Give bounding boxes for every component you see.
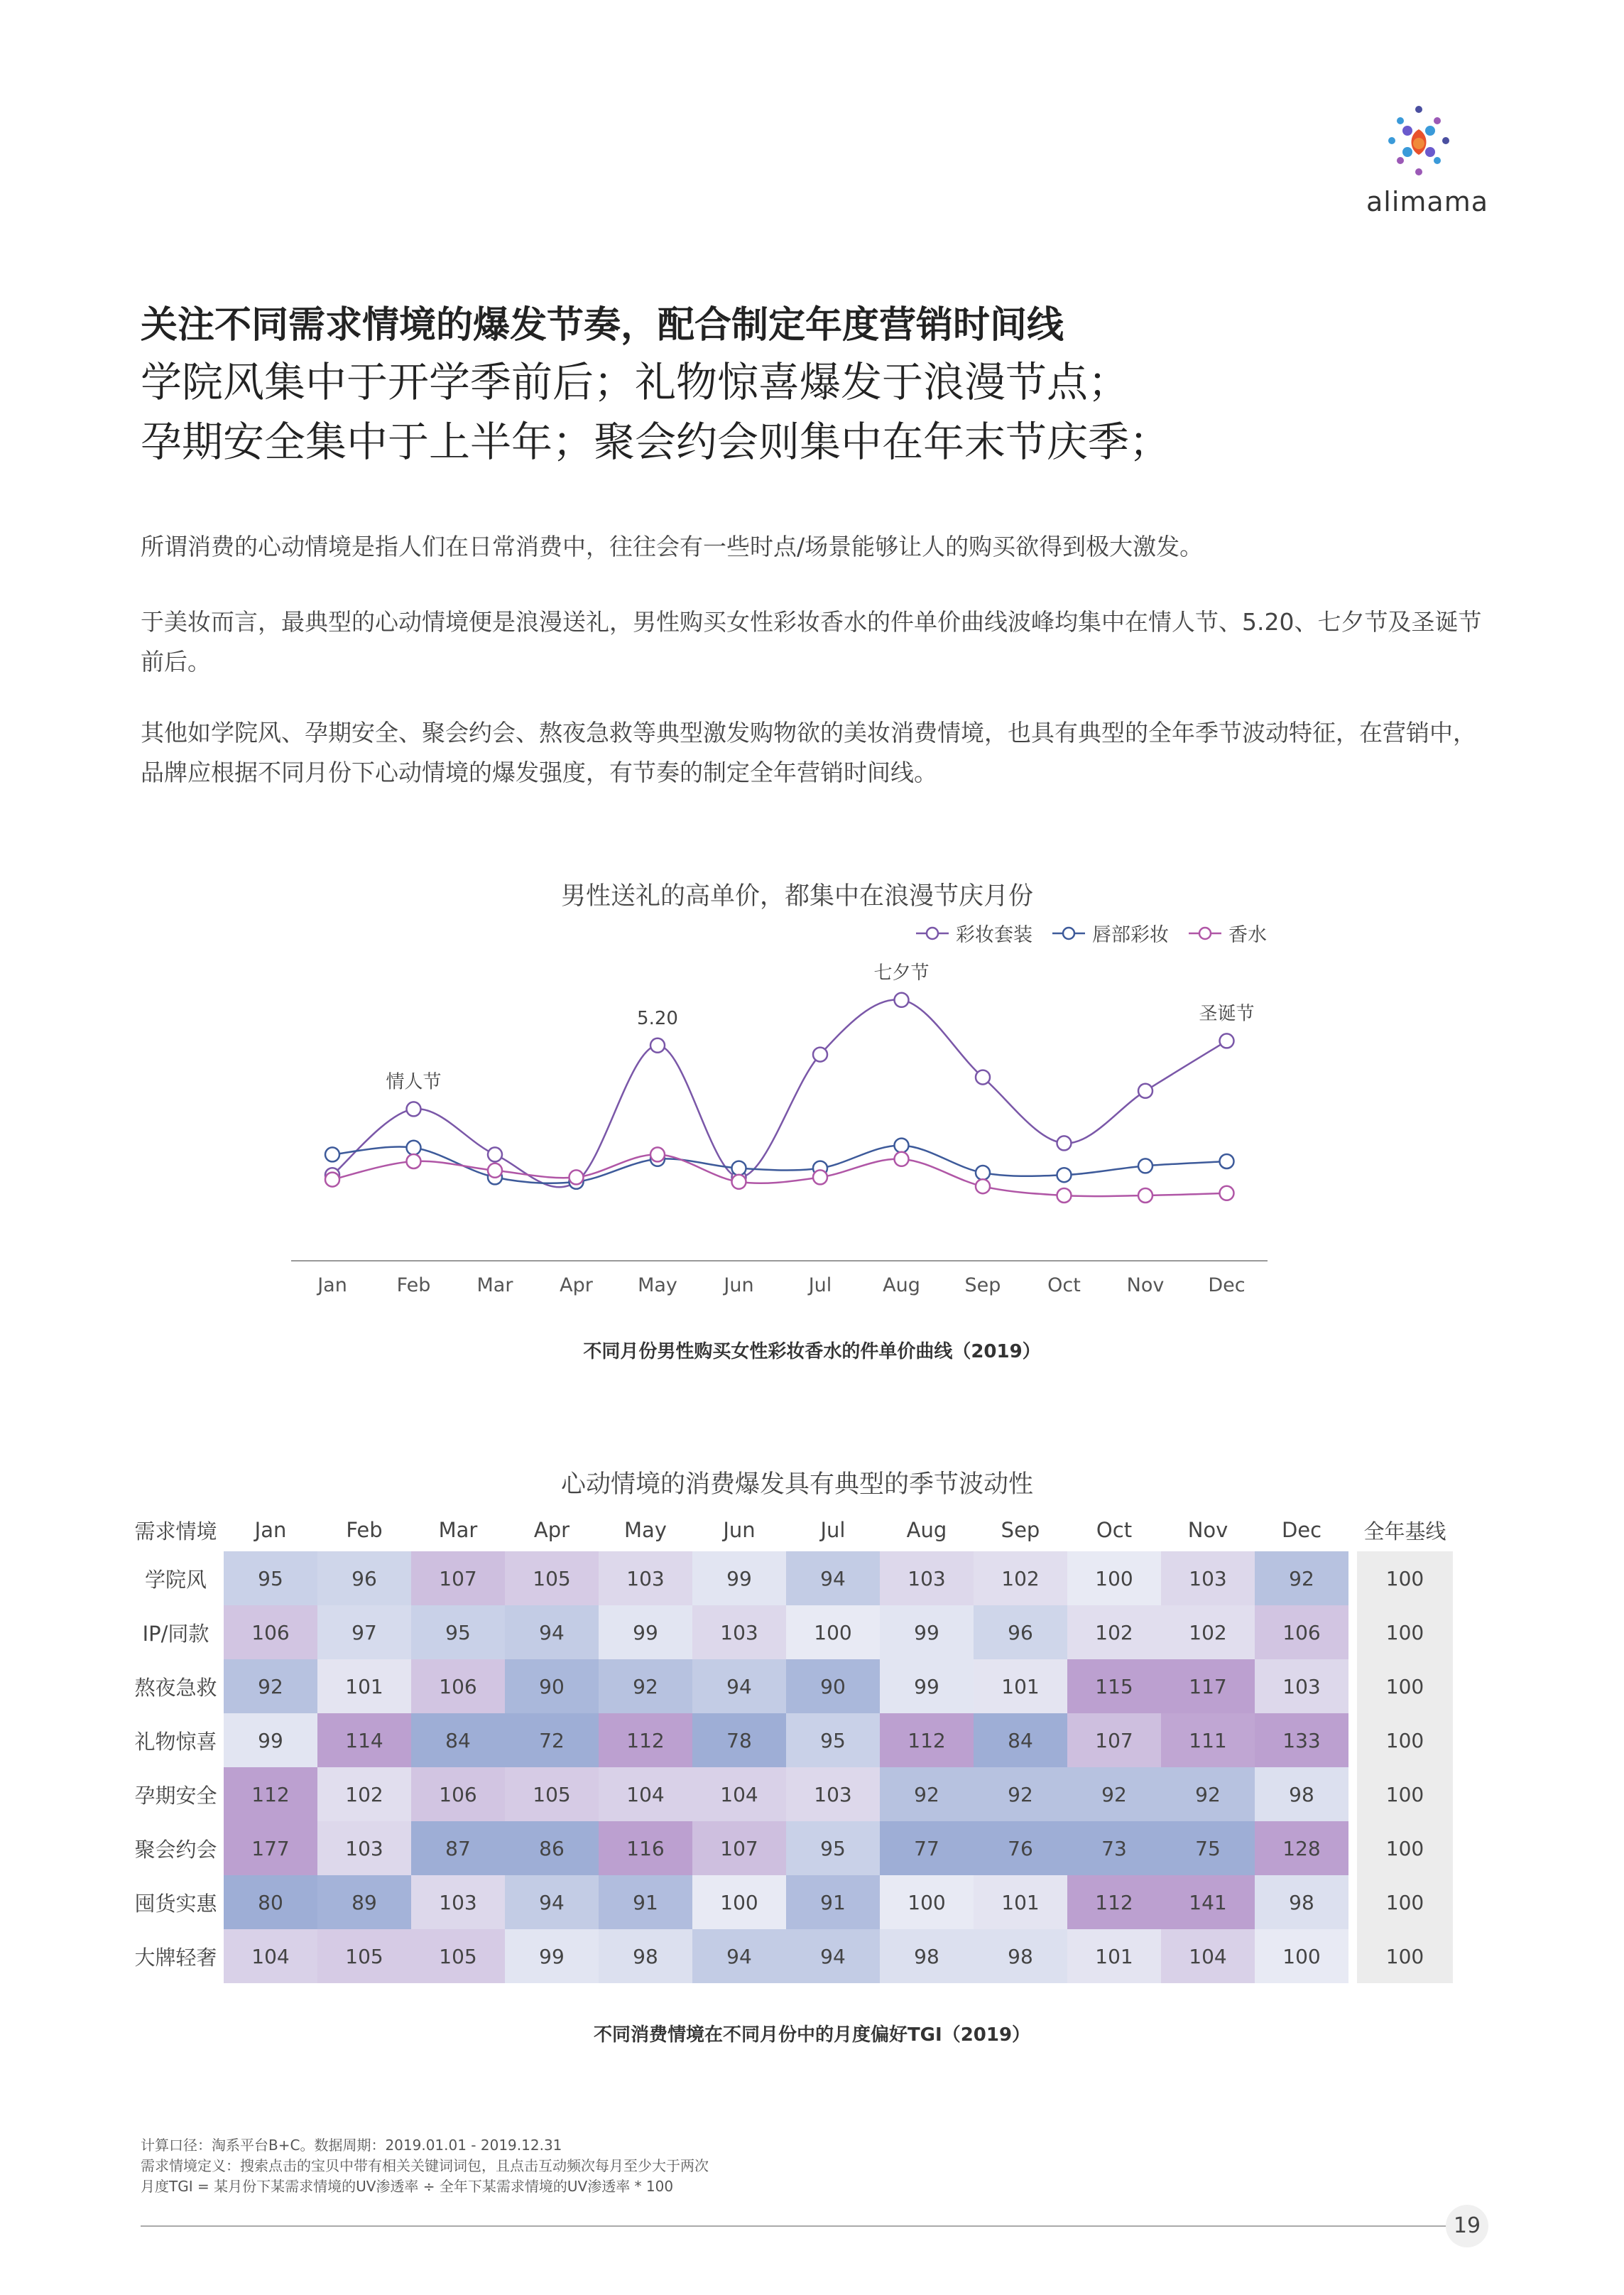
data-point: [407, 1154, 421, 1168]
annotation-label: 5.20: [637, 1007, 678, 1029]
heatmap-cell: 117: [1161, 1659, 1255, 1713]
heatmap-row: [128, 1659, 1477, 1713]
heatmap-cell: 101: [317, 1659, 411, 1713]
x-tick-label: Jan: [317, 1274, 347, 1296]
heatmap-baseline-cell: 100: [1357, 1767, 1453, 1821]
x-tick-label: May: [638, 1274, 677, 1296]
heatmap-cell: 105: [317, 1929, 411, 1983]
heatmap-cell: 105: [505, 1551, 599, 1605]
line-chart-title: 男性送礼的高单价，都集中在浪漫节庆月份: [561, 882, 1034, 911]
footnote-3: 月度TGI = 某月份下某需求情境的UV渗透率 ÷ 全年下某需求情境的UV渗透率 * 100: [141, 2178, 674, 2195]
data-point: [813, 1170, 827, 1184]
annotation-label: 七夕节: [873, 962, 930, 984]
heatmap-cell: 94: [505, 1875, 599, 1929]
heatmap-cell: 98: [1255, 1875, 1348, 1929]
data-point: [732, 1175, 746, 1189]
heatmap-cell: 105: [411, 1929, 505, 1983]
heatmap-cell: 115: [1067, 1659, 1161, 1713]
heatmap-cell: 98: [974, 1929, 1067, 1983]
heatmap-cell: 98: [599, 1929, 692, 1983]
heatmap-row: [128, 1821, 1477, 1875]
data-point: [813, 1048, 827, 1062]
heatmap-row-label: 囤货实惠: [134, 1891, 217, 1916]
heatmap-title: 心动情境的消费爆发具有典型的季节波动性: [561, 1470, 1034, 1499]
heatmap-cell: 103: [599, 1551, 692, 1605]
heatmap-baseline-cell: 100: [1357, 1929, 1453, 1983]
heatmap-cell: 101: [1067, 1929, 1161, 1983]
series-line-3: [332, 1154, 1227, 1196]
heatmap-cell: 98: [880, 1929, 974, 1983]
data-point: [488, 1163, 502, 1178]
heatmap-cell: 91: [786, 1875, 880, 1929]
heatmap-cell: 87: [411, 1821, 505, 1875]
headline-line-1: 学院风集中于开学季前后；礼物惊喜爆发于浪漫节点；: [141, 358, 1130, 406]
heatmap-row: [128, 1875, 1477, 1929]
heatmap-cell: 116: [599, 1821, 692, 1875]
heatmap-cell: 100: [880, 1875, 974, 1929]
data-point: [895, 1152, 909, 1166]
heatmap-baseline-cell: 100: [1357, 1713, 1453, 1767]
body-paragraph-2: 于美妆而言，最典型的心动情境便是浪漫送礼，男性购买女性彩妆香水的件单价曲线波峰均集中在情人节、5.20、七夕节及圣诞节前后。: [141, 608, 1482, 676]
heatmap-row: [128, 1713, 1477, 1767]
legend-label-1: 彩妆套装: [956, 924, 1032, 946]
heatmap-cell: 103: [786, 1767, 880, 1821]
heatmap-cell: 104: [224, 1929, 317, 1983]
heatmap-cell: 94: [692, 1929, 786, 1983]
heatmap-cell: 92: [1067, 1767, 1161, 1821]
heatmap-cell: 112: [224, 1767, 317, 1821]
headline: [141, 298, 1525, 472]
heatmap-cell: 96: [974, 1605, 1067, 1659]
heatmap-cell: 78: [692, 1713, 786, 1767]
series-line-1: [332, 999, 1227, 1187]
heatmap-row-label: 大牌轻奢: [134, 1945, 217, 1970]
heatmap-cell: 107: [692, 1821, 786, 1875]
heatmap-cell: 92: [974, 1767, 1067, 1821]
heatmap-baseline-cell: 100: [1357, 1551, 1453, 1605]
footnote-2: 需求情境定义：搜索点击的宝贝中带有相关关键词词包，且点击互动频次每月至少大于两次: [141, 2157, 709, 2174]
heatmap-cell: 99: [505, 1929, 599, 1983]
heatmap-cell: 92: [880, 1767, 974, 1821]
heatmap-cell: 95: [411, 1605, 505, 1659]
heatmap-col-header: Sep: [1001, 1518, 1040, 1542]
x-tick-label: Jun: [724, 1274, 754, 1296]
data-point: [1138, 1084, 1152, 1098]
heatmap-cell: 92: [1161, 1767, 1255, 1821]
heatmap-cell: 112: [599, 1713, 692, 1767]
data-point: [976, 1166, 990, 1180]
heatmap-cell: 103: [1161, 1551, 1255, 1605]
heatmap-row-label: 聚会约会: [134, 1837, 217, 1862]
heatmap-cell: 94: [505, 1605, 599, 1659]
data-point: [976, 1179, 990, 1193]
data-point: [325, 1173, 339, 1187]
data-point: [407, 1102, 421, 1116]
x-tick-label: Nov: [1126, 1274, 1165, 1296]
heatmap-cell: 104: [692, 1767, 786, 1821]
heatmap-cell: 106: [411, 1767, 505, 1821]
heatmap-col-header: Jul: [820, 1518, 846, 1542]
heatmap-cell: 94: [692, 1659, 786, 1713]
body-paragraph-1: 所谓消费的心动情境是指人们在日常消费中，往往会有一些时点/场景能够让人的购买欲得到极大激发。: [141, 533, 1204, 560]
heatmap-cell: 76: [974, 1821, 1067, 1875]
heatmap-row: [128, 1551, 1477, 1605]
heatmap-baseline-header: 全年基线: [1363, 1519, 1446, 1543]
headline-title: 关注不同需求情境的爆发节奏，配合制定年度营销时间线: [141, 304, 1064, 347]
heatmap-cell: 103: [411, 1875, 505, 1929]
heatmap-cell: 96: [317, 1551, 411, 1605]
heatmap-baseline-cell: 100: [1357, 1875, 1453, 1929]
heatmap-cell: 103: [880, 1551, 974, 1605]
legend-label-2: 唇部彩妆: [1092, 924, 1169, 946]
footnotes: [141, 2135, 709, 2197]
heatmap-cell: 114: [317, 1713, 411, 1767]
x-tick-label: Dec: [1208, 1274, 1246, 1296]
heatmap-cell: 102: [317, 1767, 411, 1821]
heatmap-cell: 103: [692, 1605, 786, 1659]
heatmap-col-header: Nov: [1187, 1518, 1228, 1542]
heatmap-cell: 104: [1161, 1929, 1255, 1983]
heatmap-row-label: 孕期安全: [134, 1783, 217, 1808]
heatmap-cell: 94: [786, 1929, 880, 1983]
footer-divider: [141, 2225, 1461, 2227]
heatmap-cell: 102: [1067, 1605, 1161, 1659]
heatmap-cell: 92: [599, 1659, 692, 1713]
heatmap-cell: 102: [974, 1551, 1067, 1605]
heatmap-cell: 84: [411, 1713, 505, 1767]
heatmap-cell: 106: [1255, 1605, 1348, 1659]
heatmap-col-header: Jun: [723, 1518, 756, 1542]
heatmap-cell: 100: [692, 1875, 786, 1929]
heatmap-row-label: 熬夜急救: [134, 1675, 217, 1700]
data-point: [1138, 1159, 1152, 1173]
heatmap-row: [128, 1767, 1477, 1821]
data-point: [1220, 1186, 1234, 1200]
data-point: [1057, 1136, 1072, 1150]
heatmap-cell: 106: [411, 1659, 505, 1713]
heatmap-row-label: 礼物惊喜: [134, 1729, 217, 1754]
heatmap-cell: 75: [1161, 1821, 1255, 1875]
line-chart-caption: 不同月份男性购买女性彩妆香水的件单价曲线（2019）: [583, 1341, 1041, 1362]
heatmap-cell: 80: [224, 1875, 317, 1929]
heatmap-cell: 107: [1067, 1713, 1161, 1767]
data-point: [650, 1038, 665, 1053]
data-point: [895, 993, 909, 1007]
data-point: [488, 1147, 502, 1161]
headline-line-2: 孕期安全集中于上半年；聚会约会则集中在年末节庆季；: [141, 418, 1171, 466]
heatmap-cell: 112: [1067, 1875, 1161, 1929]
x-tick-label: Oct: [1047, 1274, 1081, 1296]
heatmap-cell: 100: [1067, 1551, 1161, 1605]
heatmap-cell: 106: [224, 1605, 317, 1659]
line-chart: [0, 859, 1624, 1385]
heatmap-cell: 73: [1067, 1821, 1161, 1875]
heatmap-baseline-cell: 100: [1357, 1821, 1453, 1875]
heatmap-caption: 不同消费情境在不同月份中的月度偏好TGI（2019）: [593, 2024, 1031, 2046]
heatmap-col-header: Feb: [346, 1518, 383, 1542]
heatmap-cell: 89: [317, 1875, 411, 1929]
heatmap-cell: 99: [692, 1551, 786, 1605]
heatmap-cell: 92: [1255, 1551, 1348, 1605]
data-point: [407, 1141, 421, 1155]
heatmap-row: [128, 1605, 1477, 1659]
data-point: [325, 1147, 339, 1161]
heatmap-cell: 107: [411, 1551, 505, 1605]
heatmap-cell: 72: [505, 1713, 599, 1767]
heatmap-col-header: Apr: [533, 1518, 570, 1542]
heatmap-col-header: Oct: [1096, 1518, 1133, 1542]
annotation-label: 情人节: [386, 1071, 442, 1093]
heatmap-cell: 103: [317, 1821, 411, 1875]
heatmap-cell: 90: [786, 1659, 880, 1713]
heatmap-cell: 98: [1255, 1767, 1348, 1821]
data-point: [1057, 1168, 1072, 1182]
heatmap-cell: 177: [224, 1821, 317, 1875]
heatmap-col-header: May: [624, 1518, 667, 1542]
heatmap-cell: 99: [880, 1659, 974, 1713]
heatmap-cell: 97: [317, 1605, 411, 1659]
footnote-1: 计算口径：淘系平台B+C。数据周期：2019.01.01 - 2019.12.31: [141, 2137, 562, 2154]
heatmap-col-header: Jan: [254, 1518, 287, 1542]
heatmap-cell: 141: [1161, 1875, 1255, 1929]
heatmap-row-label: IP/同款: [142, 1621, 209, 1646]
x-tick-label: Feb: [396, 1274, 431, 1296]
x-tick-label: Mar: [476, 1274, 513, 1296]
heatmap-cell: 99: [599, 1605, 692, 1659]
heatmap-cell: 133: [1255, 1713, 1348, 1767]
heatmap-row: [128, 1929, 1477, 1983]
heatmap-cell: 101: [974, 1659, 1067, 1713]
data-point: [1220, 1154, 1234, 1168]
brand-name: alimama: [1366, 186, 1489, 217]
data-point: [1220, 1033, 1234, 1048]
heatmap-row-label: 学院风: [144, 1567, 207, 1592]
x-tick-label: Sep: [964, 1274, 1001, 1296]
x-tick-label: Apr: [560, 1274, 593, 1296]
data-point: [732, 1161, 746, 1176]
data-point: [1057, 1188, 1072, 1203]
legend-label-3: 香水: [1228, 924, 1267, 946]
heatmap-cell: 102: [1161, 1605, 1255, 1659]
heatmap-baseline-cell: 100: [1357, 1659, 1453, 1713]
x-tick-label: Aug: [883, 1274, 920, 1296]
heatmap-cell: 84: [974, 1713, 1067, 1767]
heatmap-cell: 95: [786, 1713, 880, 1767]
data-point: [895, 1139, 909, 1153]
heatmap-cell: 103: [1255, 1659, 1348, 1713]
annotation-label: 圣诞节: [1199, 1003, 1255, 1025]
heatmap-cell: 77: [880, 1821, 974, 1875]
heatmap-header-row: [128, 1509, 1477, 1551]
heatmap-baseline-cell: 100: [1357, 1605, 1453, 1659]
heatmap-cell: 99: [880, 1605, 974, 1659]
data-point: [1138, 1188, 1152, 1203]
heatmap-col-header: Aug: [906, 1518, 947, 1542]
heatmap-cell: 112: [880, 1713, 974, 1767]
heatmap-col-header: Mar: [438, 1518, 478, 1542]
body-paragraph-3: 其他如学院风、孕期安全、聚会约会、熬夜急救等典型激发购物欲的美妆消费情境，也具有典型的全年季节波动特征，在营销中，品牌应根据不同月份下心动情境的爆发强度，有节奏的制定全年营销时间线。: [141, 719, 1476, 786]
heatmap-cell: 91: [599, 1875, 692, 1929]
data-point: [650, 1147, 665, 1161]
heatmap-cell: 100: [786, 1605, 880, 1659]
heatmap-cell: 104: [599, 1767, 692, 1821]
heatmap-cell: 128: [1255, 1821, 1348, 1875]
heatmap-col-header: Dec: [1281, 1518, 1322, 1542]
page-number: 19: [1446, 2205, 1488, 2247]
heatmap: [128, 1509, 1477, 1983]
heatmap-cell: 101: [974, 1875, 1067, 1929]
heatmap-cell: 90: [505, 1659, 599, 1713]
data-point: [570, 1170, 584, 1184]
heatmap-cell: 100: [1255, 1929, 1348, 1983]
data-point: [976, 1070, 990, 1085]
heatmap-row-header: 需求情境: [134, 1519, 217, 1543]
heatmap-cell: 105: [505, 1767, 599, 1821]
heatmap-cell: 92: [224, 1659, 317, 1713]
heatmap-cell: 99: [224, 1713, 317, 1767]
heatmap-cell: 86: [505, 1821, 599, 1875]
heatmap-cell: 111: [1161, 1713, 1255, 1767]
heatmap-cell: 95: [224, 1551, 317, 1605]
heatmap-cell: 94: [786, 1551, 880, 1605]
series-line-2: [332, 1146, 1227, 1183]
x-tick-label: Jul: [808, 1274, 832, 1296]
heatmap-cell: 95: [786, 1821, 880, 1875]
